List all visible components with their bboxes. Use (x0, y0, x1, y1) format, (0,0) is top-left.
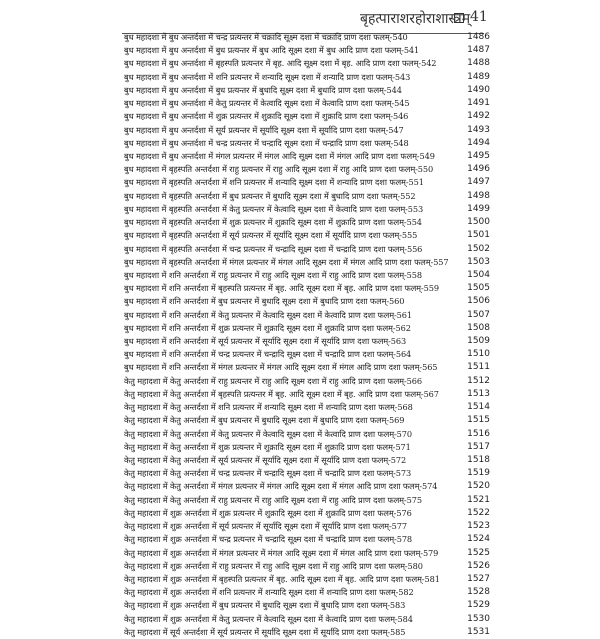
entry-page-number: 1494 (467, 137, 490, 148)
entry-page-number: 1530 (467, 613, 490, 624)
entry-title: केतु महादशा में केतु अन्तर्दशा में बृहस्पति प्रत्यन्तर में बृह. आदि सूक्ष्म दशा में बृह. आदि प्राण दशा फलम्-567 (124, 388, 439, 399)
entry-title: बुध महादशा में शनि अन्तर्दशा में सूर्य प्रत्यन्तर में सूर्यादि सूक्ष्म दशा में सूर्यादि प्राण दशा फलम्-563 (124, 336, 407, 347)
entry-title: बुध महादशा में बुध अन्तर्दशा में सूर्य प्रत्यन्तर में सूर्यादि सूक्ष्म दशा में सूर्यादि प्राण दशा फलम्-547 (124, 124, 404, 135)
contents-entry (0, 124, 600, 137)
contents-entry (0, 348, 600, 361)
entry-page-number: 1509 (467, 336, 490, 347)
contents-entry (0, 467, 600, 480)
entry-title: केतु महादशा में शुक्र अन्तर्दशा में शनि प्रत्यन्तर में शन्यादि सूक्ष्म दशा में शन्यादि प्राण दशा फलम्-582 (124, 587, 414, 598)
entry-title: बुध महादशा में बृहस्पति अन्तर्दशा में सूर्य प्रत्यन्तर में सूर्यादि सूक्ष्म दशा में सूर्यादि प्राण दशा फलम्-555 (124, 230, 418, 241)
contents-entry (0, 322, 600, 335)
entry-page-number: 1488 (467, 58, 490, 69)
entry-page-number: 1517 (467, 441, 490, 452)
contents-entry (0, 507, 600, 520)
entry-page-number: 1505 (467, 283, 490, 294)
entry-page-number: 1526 (467, 560, 490, 571)
entry-title: केतु महादशा में केतु अन्तर्दशा में राहु प्रत्यन्तर में राहु आदि सूक्ष्म दशा में राहु आदि प्राण दशा फलम्-566 (124, 375, 422, 386)
entry-page-number: 1511 (467, 362, 490, 373)
entry-page-number: 1525 (467, 547, 490, 558)
entry-title: बुध महादशा में बुध अन्तर्दशा में बृहस्पति प्रत्यन्तर में बृह. आदि सूक्ष्म दशा में बृह. आदि प्राण दशा फलम्-542 (124, 58, 437, 69)
contents-entry (0, 414, 600, 427)
entry-title: केतु महादशा में शुक्र अन्तर्दशा में बुध प्रत्यन्तर में बुधादि सूक्ष्म दशा में बुधादि प्राण दशा फलम्-583 (124, 600, 406, 611)
entry-page-number: 1519 (467, 468, 490, 479)
contents-entry (0, 203, 600, 216)
entry-title: बुध महादशा में बृहस्पति अन्तर्दशा में शुक्र प्रत्यन्तर में शुक्रादि सूक्ष्म दशा में शुक्रादि प्राण दशा फलम्-554 (124, 217, 422, 228)
entry-title: बुध महादशा में बुध अन्तर्दशा में बुध प्रत्यन्तर में बुध आदि सूक्ष्म दशा में बुध आदि प्राण दशा फलम्-541 (124, 45, 420, 56)
contents-entry (0, 256, 600, 269)
contents-entry (0, 480, 600, 493)
contents-entry (0, 176, 600, 189)
entry-title: बुध महादशा में शनि अन्तर्दशा में बृहस्पति प्रत्यन्तर में बृह. आदि सूक्ष्म दशा में बृह. आदि प्राण दशा फलम्-559 (124, 283, 439, 294)
entry-title: केतु महादशा में केतु अन्तर्दशा में चन्द्र प्रत्यन्तर में चन्द्रादि सूक्ष्म दशा में चन्द्रादि प्राण दशा फलम्-573 (124, 468, 412, 479)
entry-title: बुध महादशा में शनि अन्तर्दशा में राहु प्रत्यन्तर में राहु आदि सूक्ष्म दशा में राहु आदि प्राण दशा फलम्-558 (124, 269, 422, 280)
entry-page-number: 1501 (467, 230, 490, 241)
entry-title: बुध महादशा में बुध अन्तर्दशा में चन्द्र प्रत्यन्तर में चन्द्रादि सूक्ष्म दशा में चन्द्रादि प्राण दशा फलम्-548 (124, 137, 409, 148)
entry-page-number: 1504 (467, 269, 490, 280)
entry-title: बुध महादशा में बृहस्पति अन्तर्दशा में चन्द्र प्रत्यन्तर में चन्द्रादि सूक्ष्म दशा में चन्द्रादि प्राण दशा फलम्-556 (124, 243, 423, 254)
contents-entry (0, 282, 600, 295)
entry-page-number: 1512 (467, 375, 490, 386)
entry-page-number: 1507 (467, 309, 490, 320)
entry-page-number: 1498 (467, 190, 490, 201)
entry-page-number: 1510 (467, 349, 490, 360)
contents-entry (0, 84, 600, 97)
entry-title: केतु महादशा में सूर्य अन्तर्दशा में सूर्य प्रत्यन्तर में सूर्यादि सूक्ष्म दशा में सूर्यादि प्राण दशा फलम्-585 (124, 626, 406, 637)
entry-title: केतु महादशा में केतु अन्तर्दशा में मंगल प्रत्यन्तर में मंगल आदि सूक्ष्म दशा में मंगल आदि प्राण दशा फलम्-574 (124, 481, 438, 492)
square-ornament-icon (454, 13, 464, 23)
entry-title: बुध महादशा में शनि अन्तर्दशा में केतु प्रत्यन्तर में केत्वादि सूक्ष्म दशा में केत्वादि प्राण दशा फलम्-561 (124, 309, 413, 320)
contents-entry (0, 573, 600, 586)
contents-entry (0, 71, 600, 84)
entry-title: बुध महादशा में शनि अन्तर्दशा में शुक्र प्रत्यन्तर में शुक्रादि सूक्ष्म दशा में शुक्रादि प्राण दशा फलम्-562 (124, 322, 411, 333)
entry-page-number: 1506 (467, 296, 490, 307)
contents-entry (0, 163, 600, 176)
entry-title: बुध महादशा में बुध अन्तर्दशा में बुध प्रत्यन्तर में बुधादि सूक्ष्म दशा में बुधादि प्राण दशा फलम्-544 (124, 84, 402, 95)
contents-entry (0, 229, 600, 242)
entry-title: बुध महादशा में बृहस्पति अन्तर्दशा में राहु प्रत्यन्तर में राहु आदि सूक्ष्म दशा में राहु आदि प्राण दशा फलम्-550 (124, 164, 434, 175)
contents-entry (0, 110, 600, 123)
contents-entry (0, 269, 600, 282)
contents-entry (0, 441, 600, 454)
contents-entry (0, 309, 600, 322)
contents-entry (0, 150, 600, 163)
entry-page-number: 1493 (467, 124, 490, 135)
entry-page-number: 1495 (467, 150, 490, 161)
entry-page-number: 1520 (467, 481, 490, 492)
entry-page-number: 1513 (467, 388, 490, 399)
entry-title: बुध महादशा में बृहस्पति अन्तर्दशा में मंगल प्रत्यन्तर में मंगल आदि सूक्ष्म दशा में मंगल आदि प्राण दशा फलम्-557 (124, 256, 449, 267)
entry-title: बुध महादशा में बृहस्पति अन्तर्दशा में बुध प्रत्यन्तर में बुधादि सूक्ष्म दशा में बुधादि प्राण दशा फलम्-552 (124, 190, 416, 201)
contents-entry (0, 599, 600, 612)
entry-page-number: 1487 (467, 45, 490, 56)
contents-entry (0, 454, 600, 467)
entry-title: केतु महादशा में केतु अन्तर्दशा में केतु प्रत्यन्तर में केत्वादि सूक्ष्म दशा में केत्वादि प्राण दशा फलम्-570 (124, 428, 412, 439)
entry-title: केतु महादशा में केतु अन्तर्दशा में सूर्य प्रत्यन्तर में सूर्यादि सूक्ष्म दशा में सूर्यादि प्राण दशा फलम्-572 (124, 455, 407, 465)
entry-page-number: 1490 (467, 84, 490, 95)
entry-page-number: 1492 (467, 111, 490, 122)
entry-page-number: 1486 (467, 32, 490, 42)
entry-title: केतु महादशा में शुक्र अन्तर्दशा में बृहस्पति प्रत्यन्तर में बृह. आदि सूक्ष्म दशा में बृह. आदि प्राण दशा फलम्-581 (124, 573, 440, 584)
entry-title: बुध महादशा में बुध अन्तर्दशा में शुक्र प्रत्यन्तर में शुक्रादि सूक्ष्म दशा में शुक्रादि प्राण दशा फलम्-546 (124, 111, 409, 122)
entry-page-number: 1531 (467, 626, 490, 637)
entry-title: बुध महादशा में बृहस्पति अन्तर्दशा में केतु प्रत्यन्तर में केत्वादि सूक्ष्म दशा में केत्वादि प्राण दशा फलम्-553 (124, 203, 424, 214)
entry-page-number: 1527 (467, 573, 490, 584)
contents-entry (0, 560, 600, 573)
entry-title: बुध महादशा में बुध अन्तर्दशा में शनि प्रत्यन्तर में शन्यादि सूक्ष्म दशा में शन्यादि प्राण दशा फलम्-543 (124, 71, 411, 82)
entry-page-number: 1499 (467, 203, 490, 214)
contents-entry (0, 295, 600, 308)
contents-entry (0, 335, 600, 348)
entry-title: बुध महादशा में बुध अन्तर्दशा में केतु प्रत्यन्तर में केत्वादि सूक्ष्म दशा में केत्वादि प्राण दशा फलम्-545 (124, 98, 410, 109)
contents-entry (0, 533, 600, 546)
entry-title: बुध महादशा में बुध अन्तर्दशा में चन्द्र प्रत्यन्तर में चक्रादि सूक्ष्म दशा में चक्रादि प्राण दशा फलम्-540 (124, 32, 408, 42)
contents-entry (0, 547, 600, 560)
contents-entry (0, 586, 600, 599)
entry-page-number: 1508 (467, 322, 490, 333)
contents-entry (0, 361, 600, 374)
contents-entry (0, 520, 600, 533)
entry-page-number: 1497 (467, 177, 490, 188)
entry-page-number: 1528 (467, 587, 490, 598)
contents-entry (0, 613, 600, 626)
contents-entry (0, 243, 600, 256)
entry-page-number: 1524 (467, 534, 490, 545)
contents-entry (0, 494, 600, 507)
entry-page-number: 1496 (467, 164, 490, 175)
entry-page-number: 1516 (467, 428, 490, 439)
contents-entry (0, 31, 600, 44)
entry-page-number: 1529 (467, 600, 490, 611)
entry-title: केतु महादशा में केतु अन्तर्दशा में बुध प्रत्यन्तर में बुधादि सूक्ष्म दशा में बुधादि प्राण दशा फलम्-569 (124, 415, 405, 426)
entry-page-number: 1518 (467, 455, 490, 465)
contents-entry (0, 137, 600, 150)
contents-entry (0, 626, 600, 639)
entry-title: केतु महादशा में शुक्र अन्तर्दशा में चन्द्र प्रत्यन्तर में चन्द्रादि सूक्ष्म दशा में चन्द्रादि प्राण दशा फलम्-578 (124, 534, 413, 545)
contents-list (0, 31, 600, 639)
entry-title: केतु महादशा में शुक्र अन्तर्दशा में शुक्र प्रत्यन्तर में शुक्रादि सूक्ष्म दशा में शुक्रादि प्राण दशा फलम्-576 (124, 507, 412, 518)
entry-title: केतु महादशा में शुक्र अन्तर्दशा में केतु प्रत्यन्तर में केत्वादि सूक्ष्म दशा में केत्वादि प्राण दशा फलम्-584 (124, 613, 413, 624)
entry-page-number: 1521 (467, 494, 490, 505)
page-number: 41 (470, 9, 488, 25)
entry-page-number: 1500 (467, 217, 490, 228)
entry-title: केतु महादशा में शुक्र अन्तर्दशा में राहु प्रत्यन्तर में राहु आदि सूक्ष्म दशा में राहु आदि प्राण दशा फलम्-580 (124, 560, 423, 571)
running-title: बृहत्पाराशरहोराशास्त्रम् (360, 11, 471, 27)
contents-entry (0, 388, 600, 401)
entry-page-number: 1503 (467, 256, 490, 267)
entry-title: बुध महादशा में बुध अन्तर्दशा में मंगल प्रत्यन्तर में मंगल आदि सूक्ष्म दशा में मंगल आदि प्राण दशा फलम्-549 (124, 150, 435, 161)
entry-title: केतु महादशा में केतु अन्तर्दशा में राहु प्रत्यन्तर में राहु आदि सूक्ष्म दशा में राहु आदि प्राण दशा फलम्-575 (124, 494, 422, 505)
contents-entry (0, 97, 600, 110)
entry-title: केतु महादशा में केतु अन्तर्दशा में शुक्र प्रत्यन्तर में शुक्रादि सूक्ष्म दशा में शुक्रादि प्राण दशा फलम्-571 (124, 441, 411, 452)
entry-title: केतु महादशा में शुक्र अन्तर्दशा में सूर्य प्रत्यन्तर में सूर्यादि सूक्ष्म दशा में सूर्यादि प्राण दशा फलम्-577 (124, 521, 407, 532)
entry-page-number: 1489 (467, 71, 490, 82)
contents-entry (0, 428, 600, 441)
entry-page-number: 1515 (467, 415, 490, 426)
entry-page-number: 1502 (467, 243, 490, 254)
entry-page-number: 1514 (467, 402, 490, 413)
contents-entry (0, 375, 600, 388)
contents-entry (0, 216, 600, 229)
entry-title: केतु महादशा में शुक्र अन्तर्दशा में मंगल प्रत्यन्तर में मंगल आदि सूक्ष्म दशा में मंगल आदि प्राण दशा फलम्-579 (124, 547, 439, 558)
entry-title: बुध महादशा में शनि अन्तर्दशा में मंगल प्रत्यन्तर में मंगल आदि सूक्ष्म दशा में मंगल आदि प्राण दशा फलम्-565 (124, 362, 438, 373)
entry-title: बुध महादशा में शनि अन्तर्दशा में बुध प्रत्यन्तर में बुधादि सूक्ष्म दशा में बुधादि प्राण दशा फलम्-560 (124, 296, 405, 307)
entry-title: बुध महादशा में शनि अन्तर्दशा में चन्द्र प्रत्यन्तर में चन्द्रादि सूक्ष्म दशा में चन्द्रादि प्राण दशा फलम्-564 (124, 349, 412, 360)
contents-entry (0, 57, 600, 70)
page-header (0, 9, 600, 27)
entry-page-number: 1491 (467, 98, 490, 109)
entry-page-number: 1522 (467, 507, 490, 518)
contents-entry (0, 190, 600, 203)
contents-entry (0, 401, 600, 414)
entry-title: बुध महादशा में बृहस्पति अन्तर्दशा में शनि प्रत्यन्तर में शन्यादि सूक्ष्म दशा में शन्यादि प्राण दशा फलम्-551 (124, 177, 424, 188)
entry-title: केतु महादशा में केतु अन्तर्दशा में शनि प्रत्यन्तर में शन्यादि सूक्ष्म दशा में शन्यादि प्राण दशा फलम्-568 (124, 402, 413, 413)
entry-page-number: 1523 (467, 521, 490, 532)
contents-entry (0, 44, 600, 57)
